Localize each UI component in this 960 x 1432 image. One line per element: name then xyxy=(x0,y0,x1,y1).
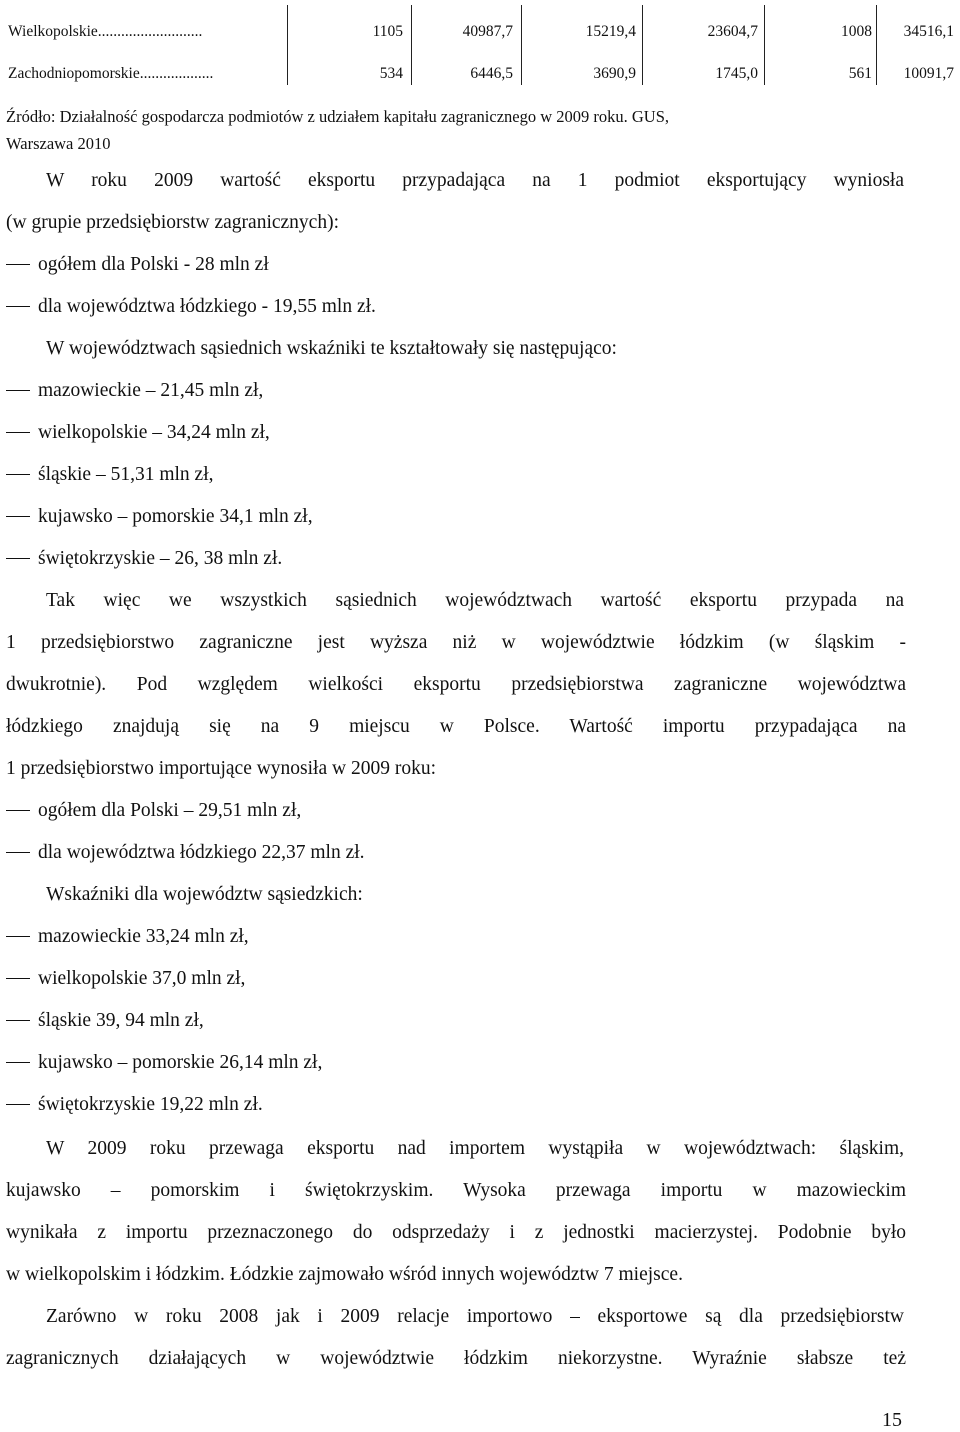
table-cell: 6446,5 xyxy=(470,65,513,82)
list-item-text: dla województwa łódzkiego - 19,55 mln zł. xyxy=(38,296,376,317)
list-item-text: śląskie – 51,31 mln zł, xyxy=(38,464,214,485)
table-cell: 534 xyxy=(379,65,403,82)
list-item-text: mazowieckie – 21,45 mln zł, xyxy=(38,380,264,401)
table-cell: 23604,7 xyxy=(707,23,758,40)
paragraph-line: wynikała z importu przeznaczonego do odsprzedaży i z jednostki macierzystej. Podobnie było xyxy=(6,1222,906,1243)
paragraph-line: dwukrotnie). Pod względem wielkości eksportu przedsiębiorstwa zagraniczne województwa xyxy=(6,674,906,695)
list-item xyxy=(6,422,270,464)
dash-bullet xyxy=(6,1062,30,1063)
dash-bullet xyxy=(6,390,30,391)
dash-bullet xyxy=(6,516,30,517)
dash-bullet xyxy=(6,810,30,811)
paragraph-line: łódzkiego znajdują się na 9 miejscu w Polsce. Wartość importu przypadająca na xyxy=(6,716,906,737)
list-item xyxy=(6,548,282,590)
table-cell: 561 xyxy=(848,65,872,82)
table-cell: 1105 xyxy=(372,23,403,40)
list-item-text: świętokrzyskie 19,22 mln zł. xyxy=(38,1094,263,1115)
list-item xyxy=(6,968,245,1010)
table-cell-region: Zachodniopomorskie................... xyxy=(8,65,214,82)
list-item xyxy=(6,926,249,968)
table-cell: 34516,1 xyxy=(903,23,954,40)
list-item-text: świętokrzyskie – 26, 38 mln zł. xyxy=(38,548,283,569)
source-line: Warszawa 2010 xyxy=(6,134,111,153)
table-cell: 15219,4 xyxy=(585,23,636,40)
table-cell-region: Wielkopolskie........................... xyxy=(8,23,203,40)
paragraph-line: Wskaźniki dla województw sąsiedzkich: xyxy=(46,884,363,905)
list-item-text: ogółem dla Polski - 28 mln zł xyxy=(38,254,269,275)
list-item-text: dla województwa łódzkiego 22,37 mln zł. xyxy=(38,842,365,863)
dash-bullet xyxy=(6,936,30,937)
dash-bullet xyxy=(6,432,30,433)
source-note xyxy=(6,103,956,157)
list-item-text: kujawsko – pomorskie 26,14 mln zł, xyxy=(38,1052,323,1073)
table-cell: 3690,9 xyxy=(593,65,636,82)
source-line: Źródło: Działalność gospodarcza podmiotów z udziałem kapitału zagranicznego w 2009 roku. GUS, xyxy=(6,107,670,126)
list-item-text: śląskie 39, 94 mln zł, xyxy=(38,1010,204,1031)
list-item-text: ogółem dla Polski – 29,51 mln zł, xyxy=(38,800,302,821)
list-item xyxy=(6,800,301,842)
paragraph-line: W 2009 roku przewaga eksportu nad importem wystąpiła w województwach: śląskim, xyxy=(46,1138,904,1159)
page-number: 15 xyxy=(882,1409,902,1431)
list-item-text: wielkopolskie – 34,24 mln zł, xyxy=(38,422,270,443)
list-item-text: mazowieckie 33,24 mln zł, xyxy=(38,926,249,947)
list-item xyxy=(6,296,376,338)
table-cell: 40987,7 xyxy=(462,23,513,40)
list-item xyxy=(6,842,365,884)
paragraph-line: Tak więc we wszystkich sąsiednich województwach wartość eksportu przypada na xyxy=(46,590,904,611)
list-item xyxy=(6,464,213,506)
table-row xyxy=(0,42,960,86)
table-row xyxy=(0,0,960,44)
paragraph-line: W województwach sąsiednich wskaźniki te kształtowały się następująco: xyxy=(46,338,617,359)
dash-bullet xyxy=(6,1020,30,1021)
list-item xyxy=(6,254,269,296)
paragraph-line: (w grupie przedsiębiorstw zagranicznych): xyxy=(6,212,339,233)
paragraph-line: 1 przedsiębiorstwo zagraniczne jest wyższa niż w województwie łódzkim (w śląskim - xyxy=(6,632,906,653)
paragraph-line: W roku 2009 wartość eksportu przypadająca na 1 podmiot eksportujący wyniosła xyxy=(46,170,904,191)
dash-bullet xyxy=(6,306,30,307)
dash-bullet xyxy=(6,264,30,265)
dash-bullet xyxy=(6,558,30,559)
list-item-text: wielkopolskie 37,0 mln zł, xyxy=(38,968,246,989)
list-item xyxy=(6,506,313,548)
dash-bullet xyxy=(6,852,30,853)
table-cell: 1008 xyxy=(841,23,872,40)
list-item xyxy=(6,1052,322,1094)
list-item xyxy=(6,380,263,422)
paragraph-line: Zarówno w roku 2008 jak i 2009 relacje importowo – eksportowe są dla przedsiębiorstw xyxy=(46,1306,904,1327)
table-cell: 10091,7 xyxy=(903,65,954,82)
dash-bullet xyxy=(6,474,30,475)
dash-bullet xyxy=(6,1104,30,1105)
paragraph-line: 1 przedsiębiorstwo importujące wynosiła w 2009 roku: xyxy=(6,758,436,779)
paragraph-line: w wielkopolskim i łódzkim. Łódzkie zajmowało wśród innych województw 7 miejsce. xyxy=(6,1264,683,1285)
list-item xyxy=(6,1094,263,1136)
list-item xyxy=(6,1010,204,1052)
paragraph-line: zagranicznych działających w województwie łódzkim niekorzystne. Wyraźnie słabsze też xyxy=(6,1348,906,1369)
table-cell: 1745,0 xyxy=(715,65,758,82)
paragraph-line: kujawsko – pomorskim i świętokrzyskim. Wysoka przewaga importu w mazowieckim xyxy=(6,1180,906,1201)
dash-bullet xyxy=(6,978,30,979)
list-item-text: kujawsko – pomorskie 34,1 mln zł, xyxy=(38,506,313,527)
